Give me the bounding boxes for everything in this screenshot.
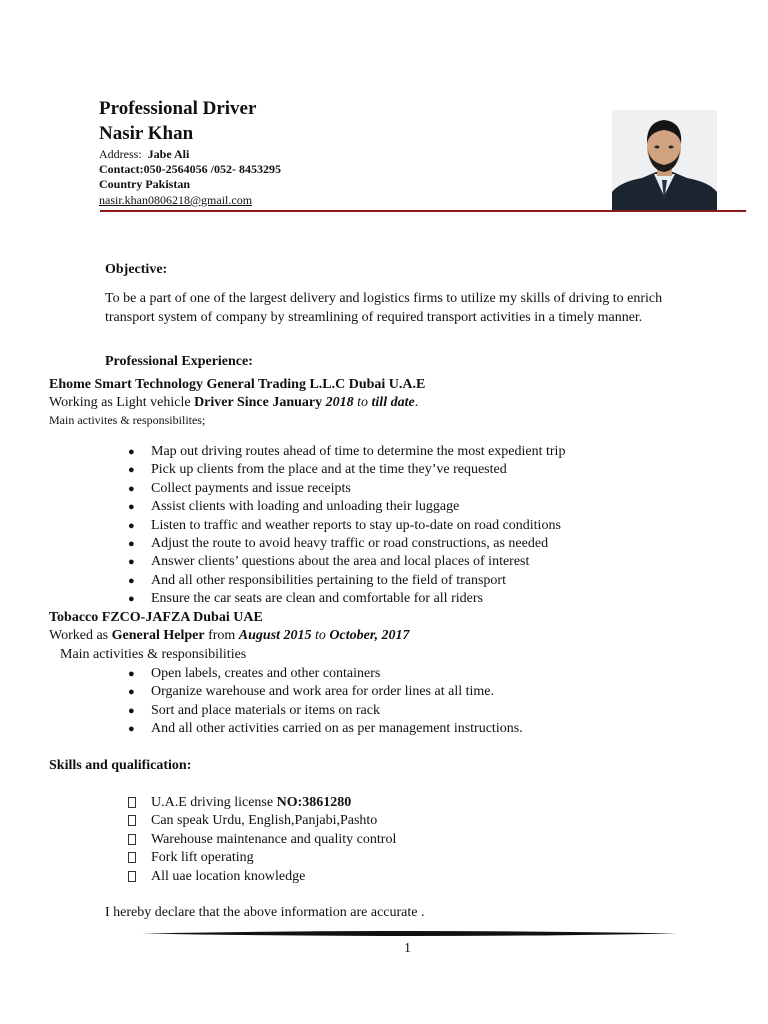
candidate-name: Nasir Khan	[99, 123, 194, 144]
job1-company: Ehome Smart Technology General Trading L.L.C Dubai U.A.E	[49, 377, 426, 392]
duty-text: Adjust the route to avoid heavy traffic or road constructions, as needed	[151, 535, 549, 551]
bullet-icon: ●	[128, 704, 135, 717]
email-link[interactable]: nasir.khan0806218@gmail.com	[99, 193, 253, 207]
bullet-icon: ●	[128, 464, 135, 477]
country-line: Country Pakistan	[99, 177, 191, 191]
list-item	[128, 665, 523, 683]
profile-photo	[612, 110, 717, 212]
page-number: 1	[404, 941, 411, 956]
job2-role-title: General Helper	[111, 628, 205, 643]
job1-start: 2018	[325, 395, 354, 410]
skills-heading: Skills and qualification:	[49, 758, 192, 773]
duty-text: Listen to traffic and weather reports to stay up-to-date on road conditions	[151, 517, 561, 533]
checkbox-icon	[128, 871, 136, 882]
list-item	[128, 461, 565, 479]
contact-line: Contact:050-2564056 /052- 8453295	[99, 162, 281, 176]
job2-end: October, 2017	[329, 628, 410, 643]
checkbox-icon	[128, 834, 136, 845]
experience-heading: Professional Experience:	[105, 354, 253, 369]
duty-text: Map out driving routes ahead of time to determine the most expedient trip	[151, 444, 566, 459]
footer-divider	[142, 931, 677, 936]
list-item	[128, 868, 396, 886]
address-value: Jabe Ali	[147, 147, 190, 161]
address-label: Address:	[99, 147, 142, 161]
skills-list	[128, 794, 396, 886]
job1-role-prefix: Working as Light vehicle	[49, 395, 195, 410]
bullet-icon: ●	[128, 519, 135, 532]
checkbox-icon	[128, 852, 136, 863]
objective-line-2: transport system of company by streamlining of required transport activities in a timely manner.	[105, 310, 643, 325]
skill-text: Can speak Urdu, English,Panjabi,Pashto	[151, 813, 378, 829]
bullet-icon: ●	[128, 537, 135, 550]
list-item	[128, 849, 396, 867]
bullet-icon: ●	[128, 668, 135, 680]
bullet-icon: ●	[128, 574, 135, 587]
job2-company: Tobacco FZCO-JAFZA Dubai UAE	[49, 610, 263, 625]
bullet-icon: ●	[128, 723, 135, 736]
job2-duties-list	[128, 665, 523, 739]
list-item	[128, 443, 565, 461]
duty-text: And all other responsibilities pertaining to the field of transport	[151, 572, 506, 588]
list-item	[128, 480, 565, 498]
duty-text: Answer clients’ questions about the area and local places of interest	[151, 554, 530, 570]
list-item	[128, 572, 565, 590]
job2-from: from	[204, 628, 239, 643]
header-divider	[100, 210, 746, 212]
list-item	[128, 498, 565, 516]
bullet-icon: ●	[128, 556, 135, 569]
duty-text: Assist clients with loading and unloading their luggage	[151, 499, 460, 515]
job1-end-punct: .	[414, 395, 419, 410]
checkbox-icon	[128, 797, 136, 808]
duty-text: Organize warehouse and work area for order lines at all time.	[151, 684, 494, 700]
list-item	[128, 553, 565, 571]
skill-text: Warehouse maintenance and quality control	[151, 831, 397, 847]
job1-role-title: Driver Since January	[194, 395, 326, 410]
checkbox-icon	[128, 815, 136, 826]
duty-text: Sort and place materials or items on rack	[151, 702, 380, 718]
job1-to: to	[353, 395, 372, 410]
job1-role	[49, 395, 418, 411]
list-item	[128, 590, 565, 608]
skill-text: All uae location knowledge	[151, 868, 306, 884]
skill-text: Fork lift operating	[151, 850, 254, 866]
bullet-icon: ●	[128, 446, 135, 458]
declaration-text: I hereby declare that the above information are accurate .	[105, 905, 425, 920]
job2-role-prefix: Worked as	[49, 628, 112, 643]
list-item	[128, 831, 396, 849]
job2-start: August 2015	[238, 628, 312, 643]
objective-line-1: To be a part of one of the largest delivery and logistics firms to utilize my skills of driving to enrich	[105, 291, 663, 306]
address-line	[99, 147, 189, 162]
job1-duties-list	[128, 443, 565, 609]
job2-activities-label: Main activities & responsibilities	[60, 647, 247, 662]
bullet-icon: ●	[128, 686, 135, 699]
job1-end: till date	[371, 395, 415, 410]
list-item	[128, 794, 396, 812]
bullet-icon: ●	[128, 501, 135, 514]
job1-activities-label: Main activites & responsibilites;	[49, 413, 206, 427]
bullet-icon: ●	[128, 482, 135, 495]
objective-heading: Objective:	[105, 262, 168, 277]
duty-text: Collect payments and issue receipts	[151, 480, 351, 496]
list-item	[128, 812, 396, 830]
list-item	[128, 720, 523, 738]
skill-text: U.A.E driving license	[151, 795, 277, 810]
duty-text: And all other activities carried on as per management instructions.	[151, 721, 523, 737]
job2-to: to	[311, 628, 330, 643]
duty-text: Open labels, creates and other containers	[151, 666, 381, 681]
job2-role	[49, 628, 410, 644]
list-item	[128, 517, 565, 535]
duty-text: Ensure the car seats are clean and comfortable for all riders	[151, 591, 483, 607]
resume-title: Professional Driver	[99, 98, 257, 119]
list-item	[128, 535, 565, 553]
duty-text: Pick up clients from the place and at the time they’ve requested	[151, 462, 507, 478]
list-item	[128, 683, 523, 701]
list-item	[128, 702, 523, 720]
bullet-icon: ●	[128, 593, 135, 606]
license-number: NO:3861280	[276, 795, 352, 810]
